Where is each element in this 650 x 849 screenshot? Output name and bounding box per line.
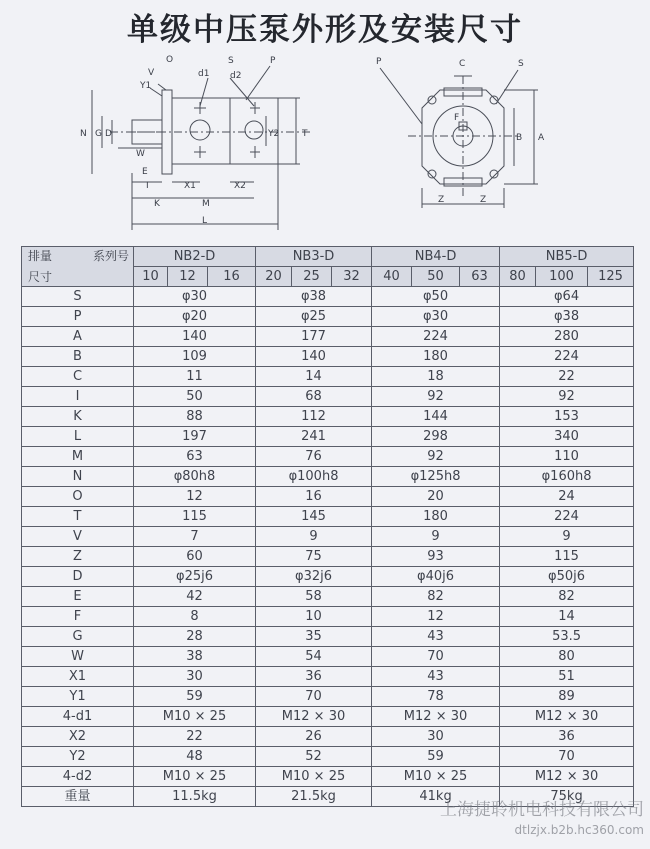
table-row — [22, 447, 634, 467]
row-value: 75kg — [500, 787, 634, 807]
label-d1: d1 — [198, 69, 210, 79]
row-value: M12 × 30 — [256, 707, 372, 727]
table-row — [22, 527, 634, 547]
row-value: 92 — [372, 447, 500, 467]
row-label: 4-d2 — [22, 767, 134, 787]
row-value: 36 — [500, 727, 634, 747]
row-value: 89 — [500, 687, 634, 707]
label-front-z2: Z — [480, 195, 487, 205]
row-label: Y1 — [22, 687, 134, 707]
table-row — [22, 507, 634, 527]
table-row — [22, 547, 634, 567]
header-disp: 20 — [256, 267, 292, 287]
row-value: φ38 — [500, 307, 634, 327]
row-value: 50 — [134, 387, 256, 407]
header-disp: 100 — [536, 267, 588, 287]
watermark-url: dtlzjx.b2b.hc360.com — [514, 823, 644, 837]
row-value: 112 — [256, 407, 372, 427]
row-value: 340 — [500, 427, 634, 447]
row-label: E — [22, 587, 134, 607]
row-value: 8 — [134, 607, 256, 627]
row-value: 58 — [256, 587, 372, 607]
label-m: M — [202, 199, 210, 209]
row-value: 14 — [500, 607, 634, 627]
table-row — [22, 767, 634, 787]
row-value: 63 — [134, 447, 256, 467]
row-label: N — [22, 467, 134, 487]
row-label: X1 — [22, 667, 134, 687]
row-value: 82 — [500, 587, 634, 607]
label-l: L — [202, 216, 208, 226]
row-value: 12 — [134, 487, 256, 507]
row-value: 21.5kg — [256, 787, 372, 807]
row-label: Z — [22, 547, 134, 567]
row-value: φ64 — [500, 287, 634, 307]
row-value: 298 — [372, 427, 500, 447]
row-value: 140 — [134, 327, 256, 347]
watermark — [440, 800, 644, 840]
row-value: 30 — [134, 667, 256, 687]
label-o: O — [166, 55, 174, 65]
page-title: 单级中压泵外形及安装尺寸 — [127, 12, 523, 48]
table-row — [22, 667, 634, 687]
row-value: 224 — [500, 507, 634, 527]
row-value: M10 × 25 — [134, 767, 256, 787]
watermark-company: 上海捷聆机电科技有限公司 — [440, 800, 644, 820]
row-value: φ25j6 — [134, 567, 256, 587]
row-value: 177 — [256, 327, 372, 347]
row-value: 145 — [256, 507, 372, 527]
row-value: 41kg — [372, 787, 500, 807]
table-row — [22, 627, 634, 647]
row-label: P — [22, 307, 134, 327]
row-value: 224 — [500, 347, 634, 367]
header-series-nb2: NB2-D — [134, 247, 256, 267]
dimension-drawings — [0, 48, 650, 238]
table-row — [22, 707, 634, 727]
table-row — [22, 287, 634, 307]
row-value: M10 × 25 — [372, 767, 500, 787]
label-x2: X2 — [234, 181, 246, 191]
row-label: Y2 — [22, 747, 134, 767]
row-value: 68 — [256, 387, 372, 407]
row-value: φ20 — [134, 307, 256, 327]
row-value: 7 — [134, 527, 256, 547]
row-value: 70 — [256, 687, 372, 707]
row-value: 12 — [372, 607, 500, 627]
row-value: 9 — [256, 527, 372, 547]
label-d: D — [105, 129, 112, 139]
row-value: 22 — [500, 367, 634, 387]
row-value: 60 — [134, 547, 256, 567]
row-label: M — [22, 447, 134, 467]
row-value: 115 — [500, 547, 634, 567]
row-value: M10 × 25 — [134, 707, 256, 727]
row-value: φ25 — [256, 307, 372, 327]
table-row — [22, 647, 634, 667]
label-front-f: F — [454, 113, 460, 123]
label-e: E — [142, 167, 148, 177]
row-label: X2 — [22, 727, 134, 747]
row-value: φ50 — [372, 287, 500, 307]
row-value: 80 — [500, 647, 634, 667]
label-t: T — [302, 129, 308, 139]
row-label: B — [22, 347, 134, 367]
row-value: 10 — [256, 607, 372, 627]
row-value: 52 — [256, 747, 372, 767]
header-series-label: 系列号 — [92, 249, 129, 263]
row-label: I — [22, 387, 134, 407]
row-value: 70 — [372, 647, 500, 667]
table-row — [22, 307, 634, 327]
row-value: M12 × 30 — [372, 707, 500, 727]
label-front-p: P — [376, 57, 382, 67]
header-diagonal-cell — [22, 247, 134, 287]
label-front-b: B — [516, 133, 523, 143]
row-label: F — [22, 607, 134, 627]
table-row — [22, 387, 634, 407]
row-value: 9 — [372, 527, 500, 547]
row-value: M10 × 25 — [256, 767, 372, 787]
row-label: 4-d1 — [22, 707, 134, 727]
row-value: 35 — [256, 627, 372, 647]
row-value: 82 — [372, 587, 500, 607]
row-value: 140 — [256, 347, 372, 367]
row-value: 59 — [372, 747, 500, 767]
row-value: 26 — [256, 727, 372, 747]
header-disp: 63 — [460, 267, 500, 287]
table-row — [22, 587, 634, 607]
front-view-drawing — [368, 48, 558, 238]
row-value: 59 — [134, 687, 256, 707]
side-view-drawing — [70, 48, 400, 238]
label-d2: d2 — [230, 71, 242, 81]
row-value: 224 — [372, 327, 500, 347]
label-p: P — [270, 56, 276, 66]
table-row — [22, 367, 634, 387]
row-value: 92 — [372, 387, 500, 407]
row-label: W — [22, 647, 134, 667]
row-value: 75 — [256, 547, 372, 567]
table-row — [22, 567, 634, 587]
header-series-nb3: NB3-D — [256, 247, 372, 267]
row-value: 144 — [372, 407, 500, 427]
row-value: φ100h8 — [256, 467, 372, 487]
row-value: 51 — [500, 667, 634, 687]
row-label: 重量 — [22, 787, 134, 807]
row-label: T — [22, 507, 134, 527]
row-value: 115 — [134, 507, 256, 527]
header-disp: 80 — [500, 267, 536, 287]
row-value: 153 — [500, 407, 634, 427]
row-label: S — [22, 287, 134, 307]
row-value: M12 × 30 — [500, 767, 634, 787]
header-disp: 40 — [372, 267, 412, 287]
row-label: D — [22, 567, 134, 587]
row-value: 14 — [256, 367, 372, 387]
row-value: 92 — [500, 387, 634, 407]
header-row-series — [22, 247, 634, 267]
row-value: 38 — [134, 647, 256, 667]
row-value: φ38 — [256, 287, 372, 307]
row-value: φ40j6 — [372, 567, 500, 587]
header-disp: 125 — [588, 267, 634, 287]
row-value: 43 — [372, 667, 500, 687]
row-value: 20 — [372, 487, 500, 507]
label-front-s: S — [518, 59, 524, 69]
label-g: G — [95, 129, 102, 139]
label-k: K — [154, 199, 160, 209]
row-value: 43 — [372, 627, 500, 647]
table-row — [22, 347, 634, 367]
table-row — [22, 407, 634, 427]
row-value: φ30 — [372, 307, 500, 327]
table-row — [22, 747, 634, 767]
row-value: 78 — [372, 687, 500, 707]
label-i: I — [146, 181, 149, 191]
table-row — [22, 467, 634, 487]
header-disp: 50 — [412, 267, 460, 287]
label-front-c: C — [459, 59, 466, 69]
label-front-a: A — [538, 133, 545, 143]
header-disp: 16 — [208, 267, 256, 287]
row-value: 88 — [134, 407, 256, 427]
row-value: 22 — [134, 727, 256, 747]
row-value: 16 — [256, 487, 372, 507]
row-value: φ50j6 — [500, 567, 634, 587]
row-value: 18 — [372, 367, 500, 387]
table-row — [22, 607, 634, 627]
row-value: 11.5kg — [134, 787, 256, 807]
row-value: φ125h8 — [372, 467, 500, 487]
dimension-table — [21, 246, 634, 807]
row-value: M12 × 30 — [500, 707, 634, 727]
table-row — [22, 327, 634, 347]
row-value: φ160h8 — [500, 467, 634, 487]
table-row — [22, 727, 634, 747]
header-disp: 10 — [134, 267, 168, 287]
header-displacement-label: 排量 — [28, 249, 53, 263]
row-label: L — [22, 427, 134, 447]
row-value: 28 — [134, 627, 256, 647]
label-y1: Y1 — [140, 81, 152, 91]
row-label: K — [22, 407, 134, 427]
row-value: 180 — [372, 507, 500, 527]
row-value: 76 — [256, 447, 372, 467]
row-label: C — [22, 367, 134, 387]
header-disp: 25 — [292, 267, 332, 287]
header-disp: 12 — [168, 267, 208, 287]
label-n: N — [80, 129, 87, 139]
header-series-nb5: NB5-D — [500, 247, 634, 267]
header-series-nb4: NB4-D — [372, 247, 500, 267]
row-value: 30 — [372, 727, 500, 747]
row-label: V — [22, 527, 134, 547]
row-value: 11 — [134, 367, 256, 387]
table-row — [22, 487, 634, 507]
row-value: φ80h8 — [134, 467, 256, 487]
row-value: 109 — [134, 347, 256, 367]
label-v: V — [148, 68, 155, 78]
row-value: φ30 — [134, 287, 256, 307]
row-value: φ32j6 — [256, 567, 372, 587]
label-front-z1: Z — [438, 195, 445, 205]
row-value: 93 — [372, 547, 500, 567]
header-dimension-label: 尺寸 — [28, 270, 53, 284]
table-row — [22, 427, 634, 447]
row-label: G — [22, 627, 134, 647]
row-value: 48 — [134, 747, 256, 767]
row-value: 36 — [256, 667, 372, 687]
row-value: 197 — [134, 427, 256, 447]
label-w: W — [136, 149, 145, 159]
header-disp: 32 — [332, 267, 372, 287]
label-y2: Y2 — [268, 129, 280, 139]
row-value: 53.5 — [500, 627, 634, 647]
label-s: S — [228, 56, 234, 66]
row-value: 24 — [500, 487, 634, 507]
row-value: 42 — [134, 587, 256, 607]
row-label: A — [22, 327, 134, 347]
table-row — [22, 687, 634, 707]
label-x1: X1 — [184, 181, 196, 191]
row-value: 180 — [372, 347, 500, 367]
row-label: O — [22, 487, 134, 507]
row-value: 70 — [500, 747, 634, 767]
row-value: 54 — [256, 647, 372, 667]
row-value: 9 — [500, 527, 634, 547]
row-value: 110 — [500, 447, 634, 467]
row-value: 280 — [500, 327, 634, 347]
row-value: 241 — [256, 427, 372, 447]
